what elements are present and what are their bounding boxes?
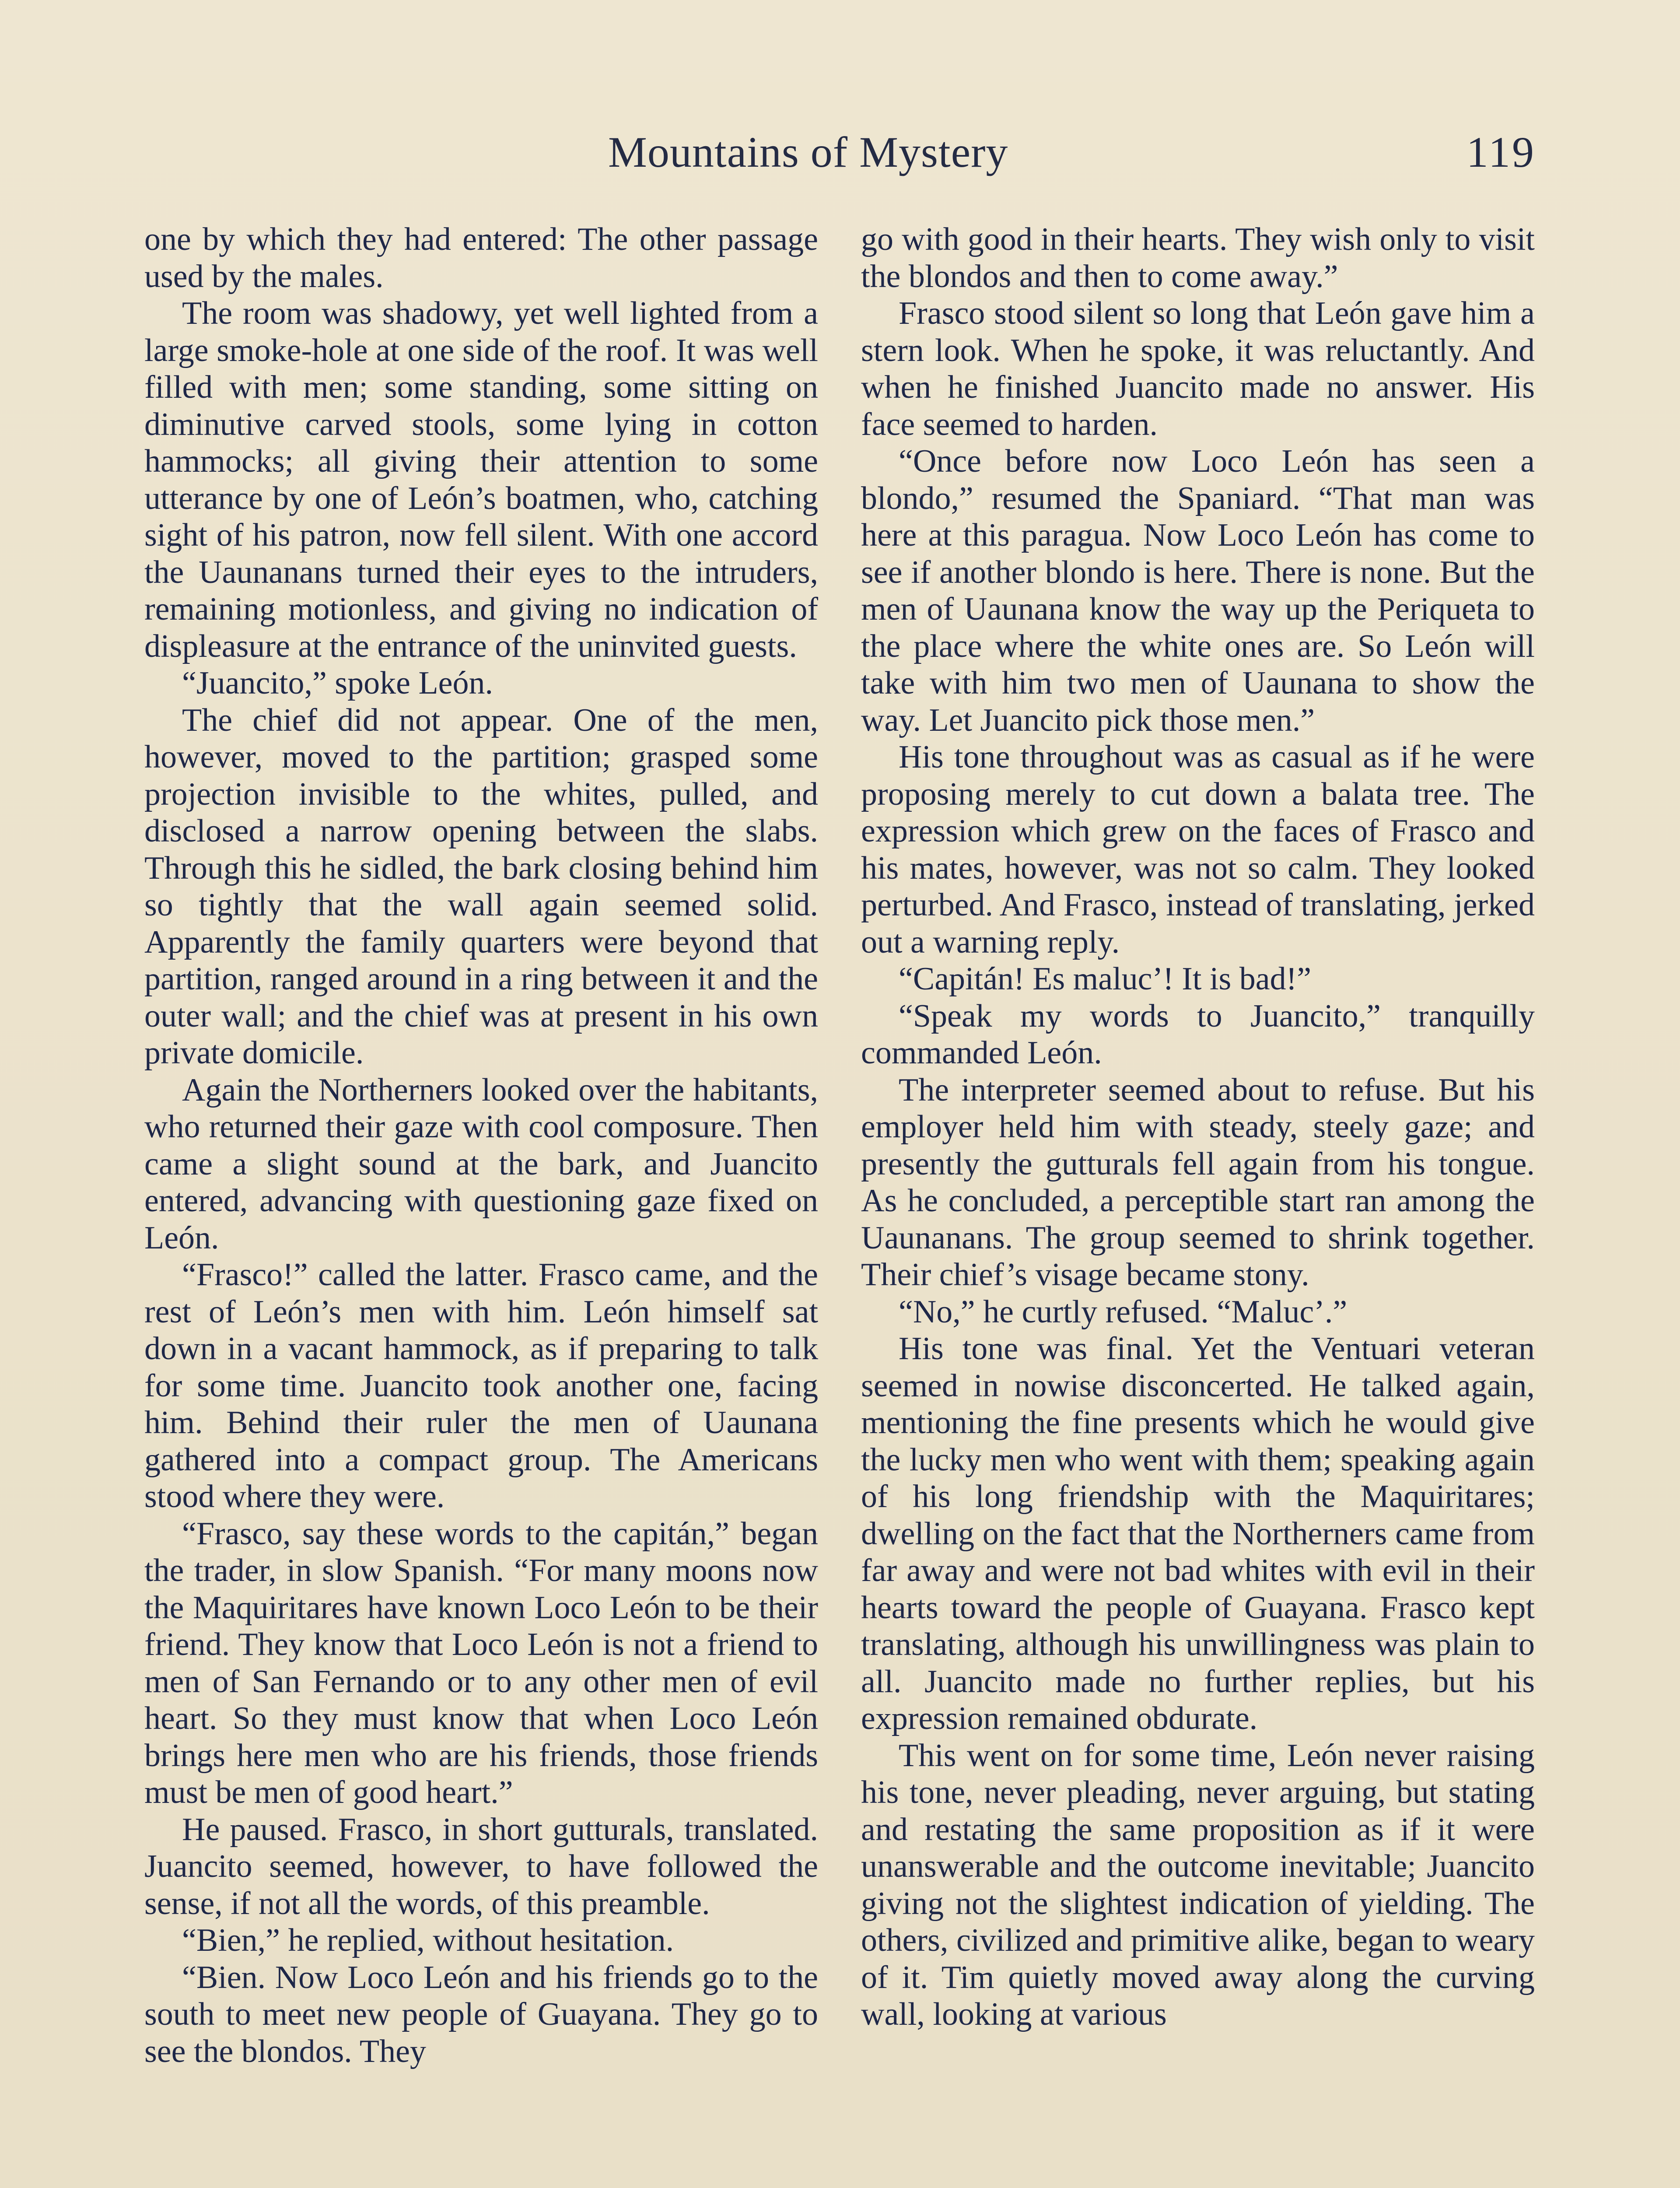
paragraph: The room was shadowy, yet well lighted from a large smoke-hole at one side of the roof. It was well filled with men; some standing, some sitting on diminutive carved stools, some lying in cotton hammocks; all giving their attention to some utterance by one of León’s boatmen, who, catching sight of his patron, now fell silent. With one accord the Uaunanans turned their eyes to the intruders, remaining motionless, and giving no indication of displeasure at the entrance of the uninvited guests.: [144, 295, 818, 664]
paragraph: Frasco stood silent so long that León gave him a stern look. When he spoke, it was reluctantly. And when he finished Juancito made no answer. His face seemed to harden.: [861, 295, 1535, 442]
paragraph: “Bien. Now Loco León and his friends go to the south to meet new people of Guayana. They go to see the blondos. They: [144, 1959, 818, 2069]
paragraph: one by which they had entered: The other passage used by the males.: [144, 221, 818, 295]
left-column: [144, 221, 818, 2070]
paragraph: Again the Northerners looked over the habitants, who returned their gaze with cool composure. Then came a slight sound at the bark, and Juancito entered, advancing with questioning gaze fixed on León.: [144, 1072, 818, 1256]
paragraph: His tone was final. Yet the Ventuari veteran seemed in nowise disconcerted. He talked again, mentioning the fine presents which he would give the lucky men who went with them; speaking again of his long friendship with the Maquiritares; dwelling on the fact that the Northerners came from far away and were not bad whites with evil in their hearts toward the people of Guayana. Frasco kept translating, although his unwillingness was plain to all. Juancito made no further replies, but his expression remained obdurate.: [861, 1331, 1535, 1736]
paragraph: This went on for some time, León never raising his tone, never pleading, never arguing, but stating and restating the same proposition as if it were unanswerable and the outcome inevitable; Juancito giving not the slightest indication of yielding. The others, civilized and primitive alike, began to weary of it. Tim quietly moved away along the curving wall, looking at various: [861, 1737, 1535, 2032]
paragraph: The chief did not appear. One of the men, however, moved to the partition; grasped some projection invisible to the whites, pulled, and disclosed a narrow opening between the slabs. Through this he sidled, the bark closing behind him so tightly that the wall again seemed solid. Apparently the family quarters were beyond that partition, ranged around in a ring between it and the outer wall; and the chief was at present in his own private domicile.: [144, 702, 818, 1071]
paragraph: “Frasco, say these words to the capitán,” began the trader, in slow Spanish. “For many moons now the Maquiritares have known Loco León to be their friend. They know that Loco León is not a friend to men of San Fernando or to any other men of evil heart. So they must know that when Loco León brings here men who are his friends, those friends must be men of good heart.”: [144, 1515, 818, 1810]
paragraph: He paused. Frasco, in short gutturals, translated. Juancito seemed, however, to have followed the sense, if not all the words, of this preamble.: [144, 1811, 818, 1922]
paragraph: “Bien,” he replied, without hesitation.: [182, 1922, 674, 1958]
paragraph: His tone throughout was as casual as if he were proposing merely to cut down a balata tree. The expression which grew on the faces of Frasco and his mates, however, was not so calm. They looked perturbed. And Frasco, instead of translating, jerked out a warning reply.: [861, 739, 1535, 960]
paragraph: “Capitán! Es maluc’! It is bad!”: [899, 961, 1312, 997]
running-header: Mountains of Mystery: [608, 128, 1008, 176]
paragraph: go with good in their hearts. They wish only to visit the blondos and then to come away.”: [861, 221, 1535, 295]
page-number: 119: [1466, 128, 1536, 176]
paragraph: “Frasco!” called the latter. Frasco came, and the rest of León’s men with him. León himself sat down in a vacant hammock, as if preparing to talk for some time. Juancito took another one, facing him. Behind their ruler the men of Uaunana gathered into a compact group. The Americans stood where they were.: [144, 1257, 818, 1515]
paragraph: “Juancito,” spoke León.: [182, 665, 493, 701]
paragraph: “Speak my words to Juancito,” tranquilly commanded León.: [861, 998, 1535, 1071]
paragraph: “Once before now Loco León has seen a blondo,” resumed the Spaniard. “That man was here at this paragua. Now Loco León has come to see if another blondo is here. There is none. But the men of Uaunana know the way up the Periqueta to the place where the white ones are. So León will take with him two men of Uaunana to show the way. Let Juancito pick those men.”: [861, 443, 1535, 738]
paragraph: The interpreter seemed about to refuse. But his employer held him with steady, steely gaze; and presently the gutturals fell again from his tongue. As he concluded, a perceptible start ran among the Uaunanans. The group seemed to shrink together. Their chief’s visage became stony.: [861, 1072, 1535, 1293]
right-column: [861, 221, 1535, 2033]
paragraph: “No,” he curtly refused. “Maluc’.”: [899, 1294, 1348, 1330]
